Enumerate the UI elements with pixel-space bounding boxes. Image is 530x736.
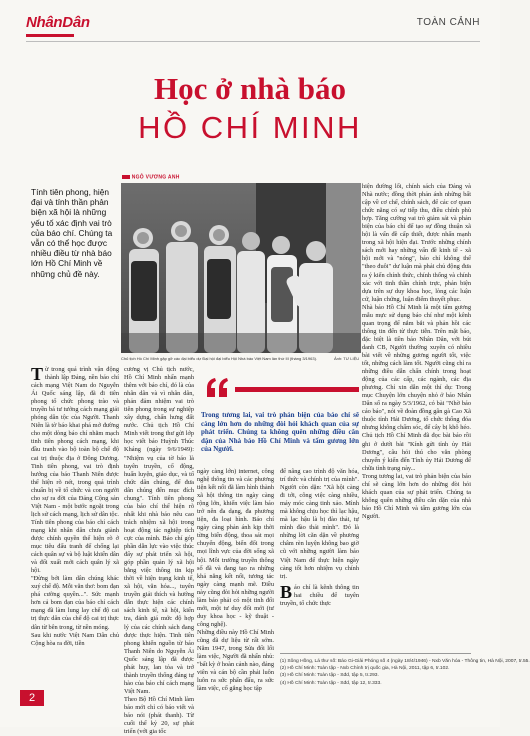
footnotes [280,653,530,687]
column-text: Sau khi nước Việt Nam Dân chủ Cộng hòa ra đời, tiền [31,631,119,647]
masthead [26,14,480,42]
quote-rule [235,387,359,392]
column-text: Trong tương lai, vai trò phản biện của báo chí sẽ càng lớn hơn do những đòi hỏi khách quan của sự phát triển. Chúng ta không quên những điều căn dặn của nhà báo Hồ Chí Minh và tấm gương lớn của Người. [362,472,471,520]
quote-mark-icon [205,377,229,399]
page-number: 2 [20,690,44,706]
footnote: (4) Hồ Chí Minh: Toàn tập - Sđd, tập 12, tr.333. [280,680,382,686]
photo-credit: Ảnh: TƯ LIỆU [334,356,360,361]
article-column-2 [124,366,194,736]
article-column-4 [280,468,359,608]
logo-underline [26,34,74,37]
historical-photo [121,183,361,353]
photo-illustration [121,183,361,353]
column-text: "Đừng bởi làm dân chúng khác xuý chế độ. Mỗi văn thơ: bom đạn phá cường quyền...". Sức mạnh hơn cả bom đạn của báo chí cách mạng đã làm lung lay chế độ cai trị thực dân của chế độ cai trị thực dân từ bên trong, từ nền móng. [31,575,119,631]
column-text: hiện đường lối, chính sách của Đảng và Nhà nước; đồng thời phản ánh những bất cập về cơ chế, chính sách, để các cơ quan chức năng có sự tiếp thu, điều chỉnh phù hợp. Tăng cường vai trò giám sát và phản biện của báo chí để tạo sự đồng thuận xã hội là vấn đề cấp thiết, được nhấn mạnh trong xã hội hiện đại. Trước những chính sách mới hay những vấn đề kinh tế - xã hội mới và "nóng", báo chí không thể "theo đuôi" dư luận mà phải chủ động đưa ra ý kiến chính thức, chính thống và chính xác với tinh thần chính trực, phản biện dựa trên sự duy khoa học, lòng các luận cứ, luận chứng, luận điểm thuyết phục. [362,183,471,303]
byline-marker-icon [122,174,130,180]
article-title-line2: HỒ CHÍ MINH [138,110,362,145]
column-text: áo chí là kênh thông tin hai chiều để tuyên truyền, tổ chức thực [280,583,359,607]
author-byline [122,174,180,180]
article-column-3 [197,468,274,693]
author-name: NGÔ VƯƠNG ANH [131,174,180,181]
photo-caption: Chủ tịch Hồ Chí Minh gặp gỡ các đại biểu dự Đại hội đại biểu Hội Nhà báo Việt Nam lần thứ III (tháng 3/1963). [121,356,318,361]
column-text: ngày càng lớn) internet, công nghệ thông tin và các phương tiện kết nối đã làm hình thành xã hội thông tin ngày càng rộng lớn, khiến việc làm báo trở nên đa dạng, đa phương tiện, đa loại hình. Báo chí ngày càng phản ánh kịp thời từng biến động, thoa sát mọi chuyển động, biển đổi trong mọi lĩnh vực của đời sống xã hội. Môi trường truyền thông số đã và đang tạo ra những khả năng kết nối, tương tác ngày càng mạnh mẽ. Điều này cũng đòi hỏi những người làm báo phải có một tinh đổi mới, một tư duy đổi mới (tư duy khoa học - kỹ thuật - công nghệ). Những điều này Hồ Chí Minh cũng đã dự liệu từ rất sớm. Năm 1947, trong Sửa đổi lối làm việc, Người đã nhấn nhủ: "bất kỳ ở hoàn cảnh nào, đảng viên và cán bộ cần phải luôn luôn ra sức phấn đấu, ra sức làm việc, cố gắng học tập [197,468,274,693]
section-label: TOÀN CẢNH [416,17,480,28]
drop-cap: B [280,581,293,602]
footnote: (3) Hồ Chí Minh: Toàn tập - Sđd, tập 5, tr.293. [280,673,379,679]
footnote: (1) Sông Hồng, Lá thư số: Báo Gi-Giải Phóng số 4 (ngày 18/4/1946) - Nxb Văn hóa - Thông tin, Hà Nội, 2007, tr.55. [280,659,530,664]
drop-cap: T [31,364,44,384]
newspaper-logo: NhânDân [26,14,90,31]
column-text: để nâng cao trình độ văn hóa, trí thức và chính trị của mình". Người còn dặn: "Xã hội càng đi tới, công việc càng nhiều, máy móc càng tinh xảo. Mình mà không chịu học thì lạc hậu, mà lạc hậu là bị đào thải, tự mình đào thải mình". Đó là những lời căn dặn về phương châm rèn luyện không bao giờ cũ với những người làm báo Việt Nam để thực hiện ngày càng tốt hơn nhiệm vụ chính trị. [280,468,359,580]
column-text: Theo Bộ Hồ Chí Minh làm báo mới chỉ có báo viết và báo nói (phát thanh). Từ cuối thế kỷ 20, sự phát triển (với gia tốc [124,695,194,736]
column-text: Nhà báo Hồ Chí Minh là một tấm gương mẫu mực sử dụng báo chí như một kênh quan trọng để nắm bắt và phản hồi các thông tin đến từ thực tiễn. Trên mặt báo, đặc biệt là tiền báo Nhân Dân, với bút danh CB, Người thường xuyên có nhiều bài viết về những gương người tốt, việc tốt, những cách làm tốt. Người cũng chỉ ra những điều dẫn chấn chính trong hoạt động của các cấp, các ngành, các địa phương. Chỉ xin dẫn một thí dụ: Trong mục Chuyện lớn chuyện nhỏ ở báo Nhân Dân số ra ngày 5/3/1962, có bài "Nhờ báo cáo báo", nói về đoàn đồng gân gà Cao Xã thuộc tỉnh Hải Dương, tổ chức thống đóa nhưng không chấm sóc, để cây bị khô héo. Chủ tịch Hồ Chí Minh đã đọc bài báo rồi ghi ở dưới bài "Kính gửi tỉnh ủy Hải Dương", câu hỏi thú cho văn phòng chuyển ý kiến đến Tỉnh ủy Hải Dương để chữa tình trạng này... [362,303,471,472]
pull-quote-text: Trong tương lai, vai trò phản biện của báo chí sẽ càng lớn hơn do những đòi hỏi khách quan của sự phát triển. Chúng ta không quên những điều căn dặn của Nhà báo Hồ Chí Minh và tấm gương lớn của Người. [201,411,359,454]
article-lead: Tính tiên phong, hiện đại và tính thần phản biện xã hội là những yếu tố xác định vai trò của báo chí. Chúng ta vẫn có thể học được nhiều điều từ nhà báo lớn Hồ Chí Minh về những chủ đề này. [31,187,113,279]
column-text: ừ trong quá trình vận động thành lập Đảng, nền báo chí cách mạng Việt Nam do Nguyễn Ái Quốc sáng lập, đã đi tiên phong tổ chức phong trào và truyền bá tư tưởng cách mạng giải phóng dân tộc của Người. Thanh Niên là tờ báo khai phá mở đường cho một dòng báo chí nhằm mạch tinh tiên phong cách mạng, khi đầu tranh vào bộ toàn bộ chế độ cai trị thuộc địa ở Đông Dương. Tinh tiên phong, vai trò định hướng của báo Thanh Niên được thể hiện rõ nét, trong quá trình chuẩn bị về tổ chức và con người cho sự ra đời của Đảng Cộng sản Việt Nam - một bước ngoặt trong lịch sử cách mạng, lịch sử dân tộc. Tính tiên phong của báo chí cách mạng khi nhân dân chưa giành được chính quyền thể hiện rõ ở mục tiêu đấu tranh để chống lại cách quân sự và bộ luật khiến dân và đổi xuất mới cách quân lý xã hội. [31,366,119,575]
footnote: (2) Hồ Chí Minh: Toàn tập - Nxb Chính trị quốc gia, Hà Nội, 2011, tập 6, tr.102. [280,666,450,672]
article-column-5 [362,183,471,521]
column-text: cương vị Chủ tịch nước, Hồ Chí Minh nhấn mạnh thêm với báo chí, đó là của nhân dân và vì nhân dân, phản đảm nhiệm vai trò tiên phong trong sự nghiệp xây dựng, chấn hưng đất nước. Chủ tịch Hồ Chí Minh viết trong thư gửi lớp học viết báo Huỳnh Thúc Kháng (ngày 9/6/1949): "Nhiệm vụ của tờ báo là tuyên truyền, cổ động, huấn luyện, giáo dục, và tổ chức dân chúng, để đưa dân chúng đến mục đích chung". Tính tiên phong của báo chí thể hiện rõ nhất khi nhà báo nêu cao trách nhiệm xã hội trong hoạt động tác nghiệp tích cực của mình. Báo chí góp phần dẫn lực vào việc thúc đẩy sự phát triển xã hội, góp phần quản lý xã hội bằng việc thông tin kịp thời về hiện trạng kinh tế, xã hội, văn hóa..., tuyên truyền giải thích và hướng dẫn thực hiện các chính sách kinh tế, xã hội, kiến tra, đánh giá mức độ hợp lý của các chính sách đang được thực hiện. Tinh tiên phong khiến nguồn từ báo Thanh Niên do Nguyễn Ái Quốc sáng lập đã được phát huy, lan tỏa và trở thành truyền thống đáng tự hào của báo chí cách mạng Việt Nam. [124,366,194,695]
article-title-line1: Học ở nhà báo [153,71,346,106]
article-column-1 [31,366,119,648]
